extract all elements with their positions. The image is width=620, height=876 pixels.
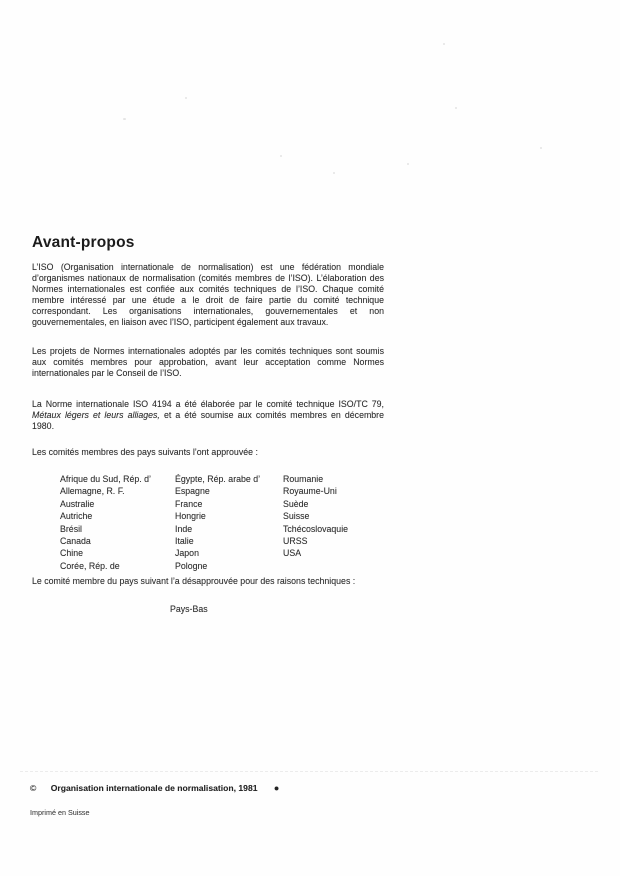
country-item: Afrique du Sud, Rép. d’: [60, 474, 151, 484]
copyright-text: Organisation internationale de normalisation, 1981: [50, 783, 258, 793]
country-item: Allemagne, R. F.: [60, 486, 125, 497]
countries-column-3: [283, 473, 433, 572]
page-title: Avant-propos: [32, 234, 135, 251]
country-item: Royaume-Uni: [283, 486, 337, 497]
country-item: Canada: [60, 536, 91, 547]
scan-speck: [123, 118, 126, 120]
footer-bullet-icon: ●: [273, 783, 280, 793]
country-item: Suisse: [283, 511, 310, 522]
scan-speck: [540, 147, 542, 149]
standard-origin-paragraph: [32, 399, 384, 432]
scan-speck: [333, 172, 335, 174]
countries-column-2: [175, 473, 283, 572]
country-item: Pologne: [175, 560, 208, 571]
country-item: Brésil: [60, 523, 82, 534]
copyright-icon: ©: [30, 783, 37, 793]
scan-speck: [185, 97, 187, 99]
scan-speck: [407, 163, 409, 165]
country-item: Japon: [175, 548, 199, 559]
disapproved-country: Pays-Bas: [170, 604, 208, 614]
scan-speck: [280, 155, 282, 157]
country-item: Autriche: [60, 511, 93, 522]
country-item: Inde: [175, 523, 193, 534]
country-item: Espagne: [175, 486, 210, 497]
country-item: Corée, Rép. de: [60, 560, 120, 571]
countries-column-1: [60, 473, 175, 572]
country-item: URSS: [283, 536, 308, 547]
standard-origin-post: et a été soumise aux comités membres en décembre 1980.: [32, 410, 385, 431]
standard-origin-pre: La Norme internationale ISO 4194 a été élaborée par le comité technique ISO/TC 79,: [32, 399, 384, 409]
country-item: USA: [283, 548, 302, 559]
technical-committee-title: Métaux légers et leurs alliages,: [32, 410, 160, 420]
iso-intro-paragraph: L’ISO (Organisation internationale de normalisation) est une fédération mondiale d’organismes nationaux de normalisation (comités membres de l’ISO). L’élaboration des Normes internationales est confiée aux comités techniques de l’ISO. Chaque comité membre intéressé par une étude a le droit de faire partie du comité technique correspondant. Les organisations internationales, gouvernementales et non gouvernementales, en liaison avec l’ISO, participent également aux travaux.: [32, 262, 384, 327]
scan-speck: [455, 107, 457, 109]
copyright-line: [30, 783, 279, 793]
printed-in-note: Imprimé en Suisse: [30, 808, 90, 817]
country-item: Italie: [175, 536, 194, 547]
country-item: Chine: [60, 548, 83, 559]
country-item: France: [175, 498, 203, 509]
country-item: Roumanie: [283, 474, 324, 484]
footer-rule: [20, 771, 598, 772]
draft-standards-paragraph: Les projets de Normes internationales adoptés par les comités techniques sont soumis aux comités membres pour approbation, avant leur acceptation comme Normes internationales par le Conseil de l’ISO.: [32, 346, 384, 378]
disapproved-country-intro: Le comité membre du pays suivant l’a désapprouvée pour des raisons techniques :: [32, 576, 356, 586]
country-item: Égypte, Rép. arabe d’: [175, 474, 261, 484]
scan-speck: [443, 43, 445, 45]
country-item: Suède: [283, 498, 309, 509]
country-item: Tchécoslovaquie: [283, 523, 349, 534]
approved-countries-intro: Les comités membres des pays suivants l’ont approuvée :: [32, 447, 258, 457]
country-item: Hongrie: [175, 511, 206, 522]
approved-countries-list: [60, 473, 433, 572]
country-item: Australie: [60, 498, 95, 509]
